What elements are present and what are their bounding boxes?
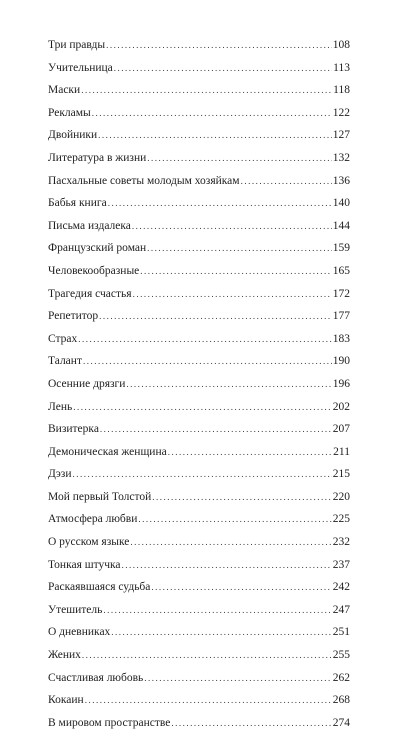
toc-entry [48,34,350,57]
toc-entry-page-number: 225 [332,513,350,526]
toc-entry-title: В мировом пространстве [48,716,171,729]
dot-leader [92,102,332,125]
toc-entry-page-number: 196 [332,377,350,390]
toc-entry-page-number: 262 [332,671,350,684]
dot-leader [98,124,332,147]
toc-entry [48,554,350,577]
dot-leader [132,215,332,238]
toc-entry [48,192,350,215]
toc-entry-page-number: 159 [332,242,350,255]
toc-entry [48,283,350,306]
dot-leader [168,441,332,464]
dot-leader [111,621,331,644]
toc-entry-page-number: 144 [332,219,350,232]
toc-entry-title: Раскаявшаяся судьба [48,581,151,594]
toc-entry-page-number: 274 [332,716,350,729]
toc-entry-page-number: 211 [333,445,350,458]
dot-leader [152,486,331,509]
toc-entry-title: Человекообразные [48,264,140,277]
toc-entry-title: О дневниках [48,626,111,639]
dot-leader [140,260,331,283]
dot-leader [73,396,332,419]
toc-entry-title: Кокаин [48,694,84,707]
toc-entry [48,350,350,373]
toc-entry-title: Утешитель [48,603,103,616]
toc-entry-page-number: 255 [332,649,350,662]
dot-leader [144,667,331,690]
toc-entry-title: Жених [48,649,81,662]
dot-leader [108,192,332,215]
toc-entry-title: Французский роман [48,242,147,255]
dot-leader [82,644,332,667]
toc-entry [48,373,350,396]
dot-leader [171,712,331,734]
toc-entry-title: Репетитор [48,310,99,323]
toc-entry [48,712,350,734]
dot-leader [106,34,332,57]
toc-entry [48,260,350,283]
dot-leader [78,328,331,351]
toc-entry [48,215,350,238]
toc-entry-page-number: 127 [332,129,350,142]
dot-leader [100,418,332,441]
toc-entry [48,531,350,554]
toc-entry [48,57,350,80]
toc-entry [48,79,350,102]
toc-entry [48,621,350,644]
toc-entry-title: Письма издалека [48,219,131,232]
dot-leader [130,531,331,554]
toc-entry [48,124,350,147]
toc-entry-title: О русском языке [48,536,130,549]
toc-entry-page-number: 122 [332,106,350,119]
toc-entry [48,644,350,667]
toc-entry-page-number: 202 [332,400,350,413]
toc-entry-page-number: 215 [332,468,350,481]
toc-entry-title: Дэзи [48,468,72,481]
toc-entry-page-number: 132 [332,151,350,164]
toc-entry [48,170,350,193]
toc-entry-page-number: 140 [332,197,350,210]
toc-entry-title: Литература в жизни [48,151,147,164]
toc-entry-title: Маски [48,84,81,97]
toc-entry [48,667,350,690]
dot-leader [99,305,332,328]
toc-entry-page-number: 136 [332,174,350,187]
dot-leader [151,576,331,599]
toc-entry [48,576,350,599]
toc-entry-page-number: 207 [332,423,350,436]
toc-entry-title: Атмосфера любви [48,513,138,526]
toc-entry-title: Визитерка [48,423,99,436]
toc-entry-page-number: 108 [332,39,350,51]
toc-entry-page-number: 183 [332,332,350,345]
toc-entry-title: Двойники [48,129,98,142]
dot-leader [147,237,332,260]
toc-entry [48,147,350,170]
toc-entry [48,396,350,419]
toc-entry [48,486,350,509]
toc-entry-title: Рекламы [48,106,91,119]
dot-leader [85,689,332,712]
toc-entry-title: Талант [48,355,82,368]
dot-leader [138,508,331,531]
toc-entry [48,305,350,328]
toc-entry [48,237,350,260]
toc-entry [48,328,350,351]
toc-entry-page-number: 268 [332,694,350,707]
toc-entry-page-number: 247 [332,603,350,616]
dot-leader [133,283,332,306]
dot-leader [83,350,332,373]
table-of-contents [48,34,350,734]
toc-entry [48,689,350,712]
toc-entry-title: Учительница [48,61,113,74]
toc-entry-page-number: 113 [333,61,350,74]
toc-entry-title: Счастливая любовь [48,671,144,684]
toc-entry-title: Бабья книга [48,197,107,210]
dot-leader [114,57,332,80]
toc-entry-title: Демоническая женщина [48,445,167,458]
dot-leader [241,170,332,193]
toc-entry-title: Осенние дрязги [48,377,126,390]
toc-entry-title: Трагедия счастья [48,287,132,300]
toc-entry [48,463,350,486]
toc-entry-page-number: 242 [332,581,350,594]
toc-entry [48,102,350,125]
dot-leader [147,147,332,170]
toc-entry [48,441,350,464]
toc-entry-page-number: 172 [332,287,350,300]
toc-entry-page-number: 190 [332,355,350,368]
toc-entry-title: Пасхальные советы молодым хозяйкам [48,174,240,187]
toc-entry-page-number: 251 [332,626,350,639]
dot-leader [72,463,331,486]
toc-entry-page-number: 220 [332,490,350,503]
dot-leader [81,79,332,102]
toc-entry-page-number: 177 [332,310,350,323]
dot-leader [122,554,332,577]
toc-entry [48,508,350,531]
toc-entry-page-number: 165 [332,264,350,277]
toc-entry-title: Мой первый Толстой [48,490,152,503]
toc-entry-title: Тонкая штучка [48,558,121,571]
toc-entry [48,418,350,441]
dot-leader [103,599,331,622]
toc-entry-title: Страх [48,332,78,345]
toc-entry-page-number: 118 [333,84,350,97]
toc-entry [48,599,350,622]
toc-entry-page-number: 232 [332,536,350,549]
dot-leader [126,373,331,396]
toc-entry-title: Три правды [48,39,106,51]
toc-entry-title: Лень [48,400,73,413]
toc-entry-page-number: 237 [332,558,350,571]
